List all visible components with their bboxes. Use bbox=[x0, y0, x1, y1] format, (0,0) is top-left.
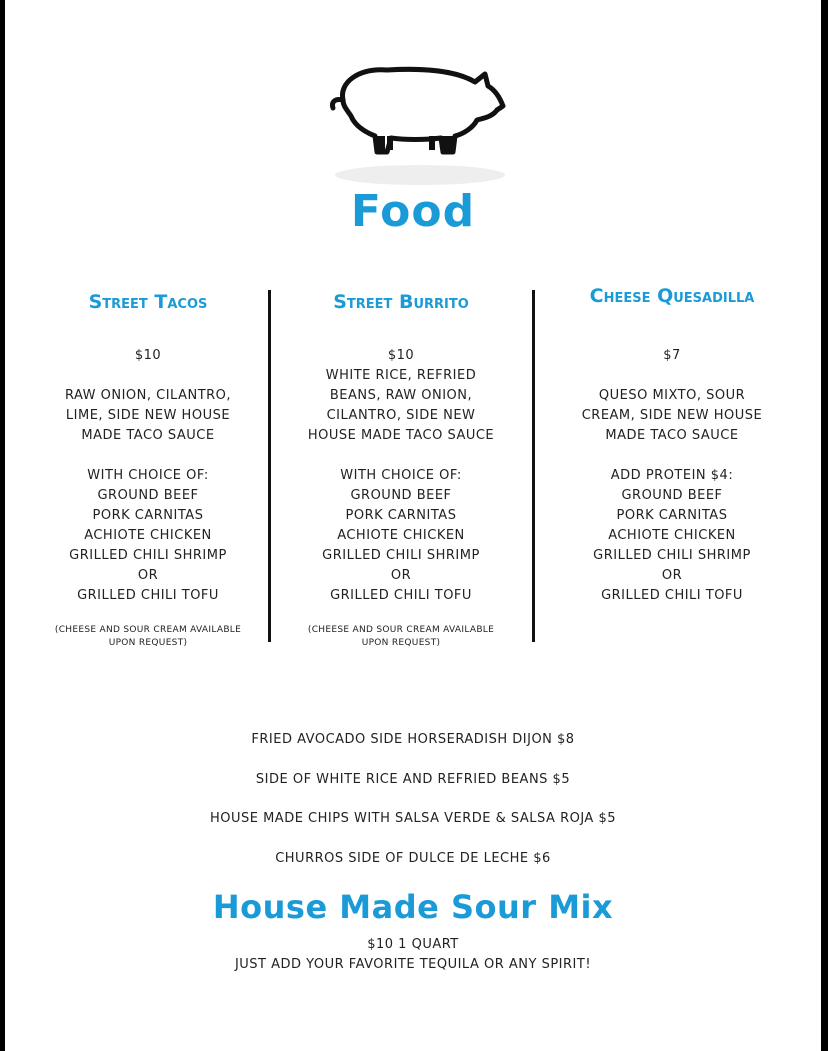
choice-line: GRILLED CHILI SHRIMP bbox=[69, 548, 227, 563]
choice-line: GROUND BEEF bbox=[350, 488, 452, 503]
item-description bbox=[294, 366, 508, 446]
choice-line: PORK CARNITAS bbox=[92, 508, 204, 523]
pig-icon bbox=[325, 60, 515, 190]
sour-mix-price: $10 1 QUART bbox=[367, 937, 459, 952]
description-line: MADE TACO SAUCE bbox=[605, 428, 739, 443]
choice-line: GRILLED CHILI SHRIMP bbox=[593, 548, 751, 563]
sour-mix-tagline: JUST ADD YOUR FAVORITE TEQUILA OR ANY SPIRIT! bbox=[234, 957, 592, 972]
note-line: UPON REQUEST) bbox=[361, 638, 441, 648]
item-price: $10 bbox=[387, 348, 415, 363]
protein-choices bbox=[41, 466, 255, 606]
column-divider bbox=[268, 290, 271, 642]
item-note bbox=[41, 624, 255, 650]
column-heading: Street Burrito bbox=[333, 291, 469, 313]
item-note bbox=[294, 624, 508, 650]
side-item: CHURROS SIDE OF DULCE DE LECHE $6 bbox=[275, 850, 551, 866]
side-item: HOUSE MADE CHIPS WITH SALSA VERDE & SALSA ROJA $5 bbox=[209, 811, 617, 826]
side-item: SIDE OF WHITE RICE AND REFRIED BEANS $5 bbox=[255, 771, 571, 787]
description-line: MADE TACO SAUCE bbox=[81, 428, 215, 443]
choice-line: ACHIOTE CHICKEN bbox=[608, 528, 736, 543]
description-line: BEANS, RAW ONION, bbox=[329, 388, 473, 403]
menu-column-street-tacos bbox=[41, 282, 255, 650]
menu-column-cheese-quesadilla bbox=[565, 282, 779, 606]
choice-line: GROUND BEEF bbox=[97, 488, 199, 503]
choice-line: OR bbox=[661, 568, 683, 583]
side-item: FRIED AVOCADO SIDE HORSERADISH DIJON $8 bbox=[251, 732, 575, 747]
item-description bbox=[41, 386, 255, 446]
choice-line: WITH CHOICE OF: bbox=[340, 468, 462, 483]
note-line: (CHEESE AND SOUR CREAM AVAILABLE bbox=[54, 625, 242, 635]
choice-line: WITH CHOICE OF: bbox=[87, 468, 209, 483]
sour-mix-details bbox=[5, 935, 821, 975]
protein-choices bbox=[565, 466, 779, 606]
item-price: $10 bbox=[134, 348, 162, 363]
choice-line: GRILLED CHILI TOFU bbox=[601, 588, 743, 603]
description-line: LIME, SIDE NEW HOUSE bbox=[65, 408, 231, 423]
description-line: CREAM, SIDE NEW HOUSE bbox=[581, 408, 763, 423]
description-line: CILANTRO, SIDE NEW bbox=[326, 408, 476, 423]
note-line: (CHEESE AND SOUR CREAM AVAILABLE bbox=[307, 625, 495, 635]
menu-page bbox=[5, 0, 821, 1051]
choice-line: GRILLED CHILI TOFU bbox=[77, 588, 219, 603]
choice-line: GRILLED CHILI SHRIMP bbox=[322, 548, 480, 563]
choice-line: ADD PROTEIN $4: bbox=[610, 468, 734, 483]
description-line: RAW ONION, CILANTRO, bbox=[64, 388, 232, 403]
choice-line: ACHIOTE CHICKEN bbox=[84, 528, 212, 543]
choice-line: PORK CARNITAS bbox=[345, 508, 457, 523]
note-line: UPON REQUEST) bbox=[108, 638, 188, 648]
choice-line: OR bbox=[390, 568, 412, 583]
menu-column-street-burrito bbox=[294, 282, 508, 650]
item-price: $7 bbox=[663, 348, 681, 363]
column-heading: Street Tacos bbox=[88, 291, 208, 313]
choice-line: GRILLED CHILI TOFU bbox=[330, 588, 472, 603]
column-heading: Cheese Quesadilla bbox=[589, 285, 755, 307]
item-description bbox=[565, 386, 779, 446]
column-divider bbox=[532, 290, 535, 642]
description-line: HOUSE MADE TACO SAUCE bbox=[307, 428, 495, 443]
protein-choices bbox=[294, 466, 508, 606]
sour-mix-title: House Made Sour Mix bbox=[212, 888, 614, 926]
choice-line: ACHIOTE CHICKEN bbox=[337, 528, 465, 543]
description-line: QUESO MIXTO, SOUR bbox=[598, 388, 746, 403]
description-line: WHITE RICE, REFRIED bbox=[325, 368, 477, 383]
choice-line: GROUND BEEF bbox=[621, 488, 723, 503]
page-title: Food bbox=[350, 186, 476, 237]
choice-line: OR bbox=[137, 568, 159, 583]
sides-list bbox=[5, 730, 821, 888]
choice-line: PORK CARNITAS bbox=[616, 508, 728, 523]
